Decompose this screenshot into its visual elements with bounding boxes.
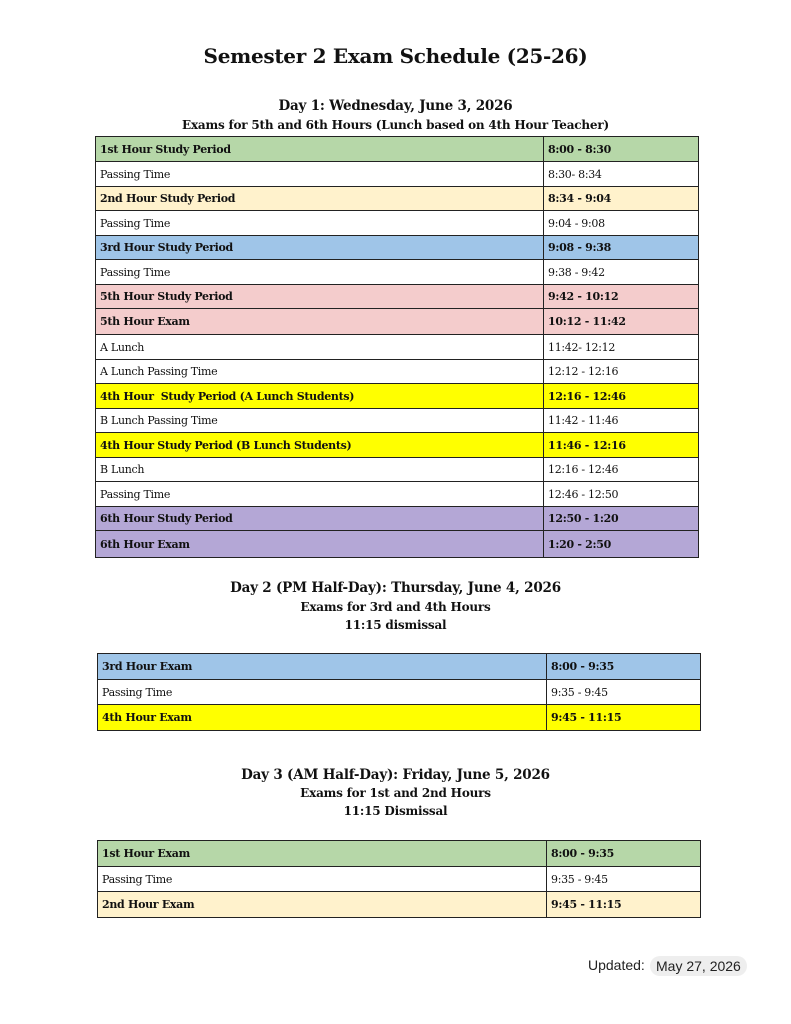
row-label: Passing Time [96,260,544,285]
row-time: 11:46 - 12:16 [544,433,699,458]
row-label: Passing Time [96,482,544,507]
day2-schedule-table [97,653,701,731]
row-time: 9:08 - 9:38 [544,236,699,260]
row-label: Passing Time [98,867,547,892]
row-label: 5th Hour Study Period [96,285,544,309]
day2-heading: Day 2 (PM Half-Day): Thursday, June 4, 2026 [230,580,561,596]
table-row [96,137,699,162]
day1-subheading: Exams for 5th and 6th Hours (Lunch based on 4th Hour Teacher) [182,118,609,132]
table-row [96,409,699,433]
row-time: 11:42 - 11:46 [544,409,699,433]
day3-schedule-table [97,840,701,918]
row-label: Passing Time [96,211,544,236]
table-row [96,360,699,384]
row-time: 9:35 - 9:45 [547,867,701,892]
row-label: B Lunch [96,458,544,482]
day3-dismissal-note: 11:15 Dismissal [343,804,448,818]
row-time: 9:42 - 10:12 [544,285,699,309]
row-label: 6th Hour Study Period [96,507,544,531]
row-label: 4th Hour Study Period (B Lunch Students) [96,433,544,458]
row-label: 3rd Hour Exam [98,654,547,680]
row-time: 11:42- 12:12 [544,335,699,360]
table-row [96,482,699,507]
row-label: 5th Hour Exam [96,309,544,335]
day1-schedule-table [95,136,699,558]
row-label: Passing Time [98,680,547,705]
row-label: A Lunch Passing Time [96,360,544,384]
row-label: B Lunch Passing Time [96,409,544,433]
row-time: 9:35 - 9:45 [547,680,701,705]
table-row [96,211,699,236]
day1-heading: Day 1: Wednesday, June 3, 2026 [278,98,513,114]
row-label: 2nd Hour Study Period [96,187,544,211]
day3-heading: Day 3 (AM Half-Day): Friday, June 5, 2026 [241,767,550,783]
row-label: 3rd Hour Study Period [96,236,544,260]
table-row [98,654,701,680]
table-row [96,285,699,309]
table-row [96,187,699,211]
row-time: 10:12 - 11:42 [544,309,699,335]
table-row [98,680,701,705]
table-row [96,309,699,335]
table-row [96,458,699,482]
row-time: 8:34 - 9:04 [544,187,699,211]
table-row [96,236,699,260]
row-label: 4th Hour Exam [98,705,547,731]
row-label: 4th Hour Study Period (A Lunch Students) [96,384,544,409]
table-row [98,841,701,867]
updated-label: Updated: [588,957,645,973]
row-label: 1st Hour Study Period [96,137,544,162]
table-row [96,335,699,360]
row-label: 1st Hour Exam [98,841,547,867]
row-label: 2nd Hour Exam [98,892,547,918]
row-time: 12:12 - 12:16 [544,360,699,384]
row-time: 9:45 - 11:15 [547,705,701,731]
row-label: 6th Hour Exam [96,531,544,558]
row-time: 12:46 - 12:50 [544,482,699,507]
day3-subheading: Exams for 1st and 2nd Hours [300,786,491,800]
table-row [96,507,699,531]
row-time: 8:00 - 8:30 [544,137,699,162]
updated-date-chip[interactable]: May 27, 2026 [650,956,747,976]
table-row [96,531,699,558]
page-title: Semester 2 Exam Schedule (25-26) [203,44,588,68]
row-time: 12:16 - 12:46 [544,458,699,482]
row-time: 8:30- 8:34 [544,162,699,187]
row-label: Passing Time [96,162,544,187]
day2-dismissal-note: 11:15 dismissal [344,618,447,632]
row-time: 8:00 - 9:35 [547,654,701,680]
table-row [96,433,699,458]
row-time: 8:00 - 9:35 [547,841,701,867]
table-row [98,892,701,918]
table-row [96,384,699,409]
row-time: 9:45 - 11:15 [547,892,701,918]
table-row [98,705,701,731]
day2-subheading: Exams for 3rd and 4th Hours [300,600,491,614]
row-time: 9:38 - 9:42 [544,260,699,285]
row-time: 12:50 - 1:20 [544,507,699,531]
table-row [96,162,699,187]
row-time: 12:16 - 12:46 [544,384,699,409]
row-time: 1:20 - 2:50 [544,531,699,558]
table-row [96,260,699,285]
row-time: 9:04 - 9:08 [544,211,699,236]
row-label: A Lunch [96,335,544,360]
table-row [98,867,701,892]
